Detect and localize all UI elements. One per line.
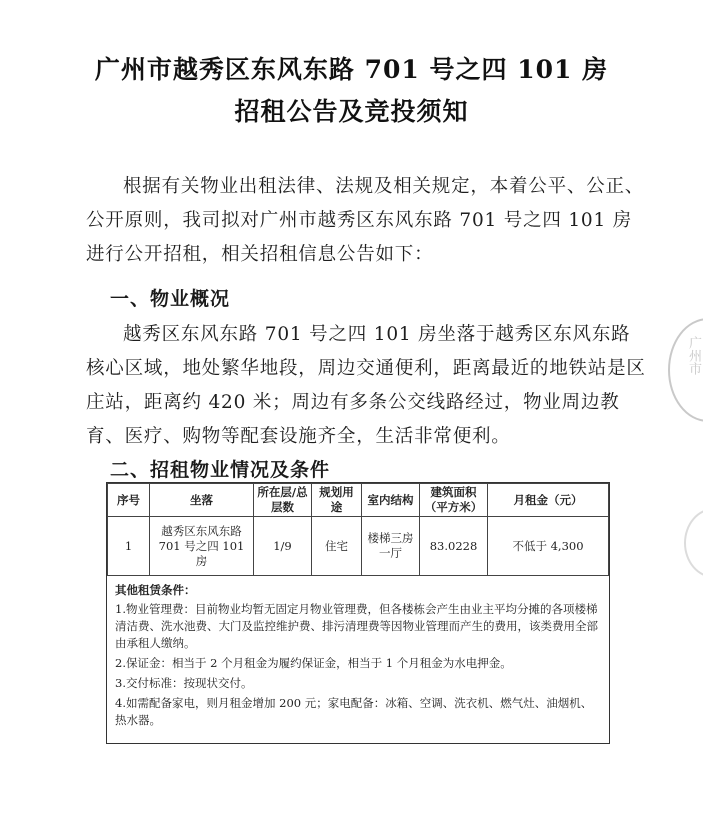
condition-item: 1.物业管理费：目前物业均暂无固定月物业管理费，但各楼栋会产生由业主平均分摊的各项楼梯清洁费、洗水池费、大门及监控维护费、排污清理费等因物业管理而产生的费用，该类费用全部由承租人缴纳。: [115, 602, 598, 650]
table-header-row: [108, 484, 609, 517]
cell-floor: 1/9: [254, 517, 312, 576]
cell-location: 越秀区东风东路 701 号之四 101 房: [150, 517, 254, 576]
section1-heading: 一、物业概况: [110, 288, 231, 310]
header-floor: 所在层/总层数: [254, 484, 312, 517]
seal-stamp-partial: [684, 508, 703, 578]
cell-rent: 不低于 4,300: [488, 517, 609, 576]
rental-conditions-table: [106, 482, 610, 744]
condition-item: 3.交付标准：按现状交付。: [115, 676, 253, 690]
cell-structure: 楼梯三房一厅: [362, 517, 420, 576]
header-structure: 室内结构: [362, 484, 420, 517]
cell-no: 1: [108, 517, 150, 576]
cell-usage: 住宅: [312, 517, 362, 576]
condition-item: 2.保证金：相当于 2 个月租金为履约保证金，相当于 1 个月租金为水电押金。: [115, 656, 512, 670]
document-title-line1: 广州市越秀区东风东路 701 号之四 101 房: [94, 55, 609, 84]
cell-area: 83.0228: [420, 517, 488, 576]
document-title-line2: 招租公告及竞投须知: [234, 97, 469, 126]
intro-paragraph: 根据有关物业出租法律、法规及相关规定，本着公平、公正、公开原则，我司拟对广州市越秀区东风东路 701 号之四 101 房进行公开招租，相关招租信息公告如下：: [86, 176, 645, 265]
header-usage: 规划用途: [312, 484, 362, 517]
header-area: 建筑面积（平方米）: [420, 484, 488, 517]
section1-body: 越秀区东风东路 701 号之四 101 房坐落于越秀区东风东路核心区域，地处繁华地段，周边交通便利，距离最近的地铁站是区庄站，距离约 420 米；周边有多条公交线路经过，物业周边教育、医疗、购物等配套设施齐全，生活非常便利。: [86, 324, 646, 447]
header-location: 坐落: [150, 484, 254, 517]
header-rent: 月租金（元）: [488, 484, 609, 517]
seal-text: 广州市: [686, 336, 701, 375]
other-conditions: [107, 576, 609, 729]
header-no: 序号: [108, 484, 150, 517]
other-conditions-heading: 其他租赁条件：: [115, 583, 196, 597]
condition-item: 4.如需配备家电，则月租金增加 200 元；家电配备：冰箱、空调、洗衣机、燃气灶、油烟机、热水器。: [115, 696, 593, 727]
section2-heading: 二、招租物业情况及条件: [110, 459, 331, 481]
table-row: [108, 517, 609, 576]
